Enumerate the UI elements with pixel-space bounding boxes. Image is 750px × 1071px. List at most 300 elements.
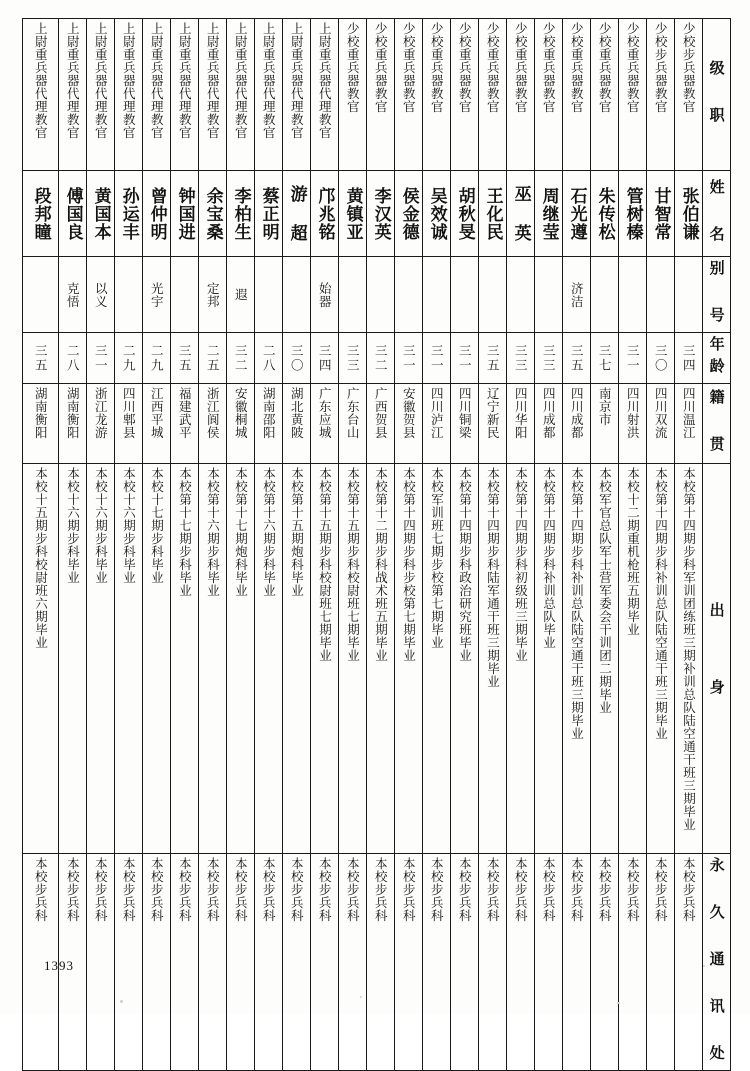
age-text: 三四 <box>681 343 697 373</box>
cell-age-9 <box>423 333 451 384</box>
cell-alias-9 <box>423 257 451 333</box>
rank-text: 少校重兵器教官 <box>625 22 641 113</box>
cell-origin-6 <box>507 384 535 464</box>
cell-address-3 <box>591 854 619 1071</box>
cell-alias-23 <box>23 257 59 333</box>
cell-name-0 <box>675 171 703 257</box>
cell-alias-0 <box>675 257 703 333</box>
rank-text: 上尉重兵器代理教官 <box>121 22 137 139</box>
age-text: 三三 <box>513 343 529 373</box>
rank-text: 少校重兵器教官 <box>373 22 389 113</box>
name-text: 蔡正明 <box>258 186 279 241</box>
cell-rank-0 <box>675 19 703 171</box>
name-text: 胡秋旻 <box>454 186 475 241</box>
cell-alias-8 <box>451 257 479 333</box>
name-text: 余宝桑 <box>202 186 223 241</box>
cell-origin-15 <box>255 384 283 464</box>
cell-name-15 <box>255 171 283 257</box>
address-text: 本校步兵科 <box>205 857 221 922</box>
column-header-rank-label: 级 职 <box>707 60 726 129</box>
origin-text: 湖南衡阳 <box>33 387 49 439</box>
age-text: 三五 <box>485 343 501 373</box>
rank-text: 上尉重兵器代理教官 <box>33 22 49 139</box>
cell-education-9 <box>423 464 451 854</box>
cell-rank-12 <box>339 19 367 171</box>
cell-alias-21 <box>87 257 115 333</box>
cell-education-6 <box>507 464 535 854</box>
name-text: 邝兆铭 <box>314 186 335 241</box>
cell-address-5 <box>535 854 563 1071</box>
origin-text: 湖北黄陂 <box>289 387 305 439</box>
rank-text: 上尉重兵器代理教官 <box>289 22 305 139</box>
cell-alias-15 <box>255 257 283 333</box>
cell-name-12 <box>339 171 367 257</box>
rank-text: 少校重兵器教官 <box>513 22 529 113</box>
age-text: 二九 <box>121 343 137 373</box>
name-text: 曾仲明 <box>146 186 167 241</box>
cell-age-12 <box>339 333 367 384</box>
cell-origin-8 <box>451 384 479 464</box>
address-text: 本校步兵科 <box>33 857 49 922</box>
cell-name-20 <box>115 171 143 257</box>
origin-text: 浙江阆侯 <box>205 387 221 439</box>
cell-age-6 <box>507 333 535 384</box>
education-text: 本校第十七期炮科毕业 <box>233 467 249 597</box>
rank-text: 少校重兵器教官 <box>597 22 613 113</box>
address-text: 本校步兵科 <box>373 857 389 922</box>
cell-age-19 <box>143 333 171 384</box>
name-text: 李汉英 <box>370 186 391 241</box>
column-header-alias <box>703 257 731 333</box>
cell-address-10 <box>395 854 423 1071</box>
cell-name-8 <box>451 171 479 257</box>
cell-origin-10 <box>395 384 423 464</box>
age-text: 三三 <box>345 343 361 373</box>
age-text: 二五 <box>205 343 221 373</box>
origin-text: 四川成都 <box>569 387 585 439</box>
origin-text: 广东台山 <box>345 387 361 439</box>
cell-origin-7 <box>479 384 507 464</box>
rank-text: 少校重兵器教官 <box>401 22 417 113</box>
age-text: 三二 <box>373 343 389 373</box>
cell-rank-11 <box>367 19 395 171</box>
origin-text: 四川郫县 <box>121 387 137 439</box>
cell-address-13 <box>311 854 339 1071</box>
origin-text: 辽宁新民 <box>485 387 501 439</box>
education-text: 本校第十七期步科毕业 <box>177 467 193 597</box>
address-text: 本校步兵科 <box>65 857 81 922</box>
cell-alias-10 <box>395 257 423 333</box>
table-row-origin <box>23 384 731 464</box>
cell-name-21 <box>87 171 115 257</box>
roster-table <box>22 18 731 1071</box>
cell-rank-21 <box>87 19 115 171</box>
cell-rank-17 <box>199 19 227 171</box>
cell-name-10 <box>395 171 423 257</box>
cell-origin-23 <box>23 384 59 464</box>
cell-age-11 <box>367 333 395 384</box>
cell-rank-8 <box>451 19 479 171</box>
address-text: 本校步兵科 <box>485 857 501 922</box>
cell-alias-3 <box>591 257 619 333</box>
address-text: 本校步兵科 <box>317 857 333 922</box>
education-text: 本校第十四期步科政治研究班毕业 <box>457 467 473 662</box>
education-text: 本校第十二期步科战术班五期毕业 <box>373 467 389 662</box>
cell-education-8 <box>451 464 479 854</box>
education-text: 本校第十四期步科初级班三期毕业 <box>513 467 529 662</box>
cell-address-0 <box>675 854 703 1071</box>
cell-address-6 <box>507 854 535 1071</box>
table-row-alias <box>23 257 731 333</box>
cell-alias-18 <box>171 257 199 333</box>
cell-name-3 <box>591 171 619 257</box>
rank-text: 上尉重兵器代理教官 <box>149 22 165 139</box>
cell-address-11 <box>367 854 395 1071</box>
cell-name-4 <box>563 171 591 257</box>
name-text: 孙运丰 <box>118 186 139 241</box>
age-text: 三〇 <box>289 343 305 373</box>
origin-text: 四川双流 <box>653 387 669 439</box>
cell-rank-1 <box>647 19 675 171</box>
cell-origin-12 <box>339 384 367 464</box>
cell-education-2 <box>619 464 647 854</box>
age-text: 二八 <box>65 343 81 373</box>
cell-address-7 <box>479 854 507 1071</box>
origin-text: 四川成都 <box>541 387 557 439</box>
cell-age-2 <box>619 333 647 384</box>
address-text: 本校步兵科 <box>513 857 529 922</box>
cell-origin-5 <box>535 384 563 464</box>
cell-alias-1 <box>647 257 675 333</box>
address-text: 本校步兵科 <box>345 857 361 922</box>
rank-text: 少校重兵器教官 <box>485 22 501 113</box>
education-text: 本校第十五期步科校尉班七期毕业 <box>345 467 361 662</box>
table-row-age <box>23 333 731 384</box>
name-text: 钟国进 <box>174 186 195 241</box>
age-text: 三二 <box>233 343 249 373</box>
cell-origin-21 <box>87 384 115 464</box>
cell-name-2 <box>619 171 647 257</box>
address-text: 本校步兵科 <box>261 857 277 922</box>
cell-origin-14 <box>283 384 311 464</box>
cell-education-19 <box>143 464 171 854</box>
cell-address-21 <box>87 854 115 1071</box>
origin-text: 南京市 <box>597 387 613 426</box>
column-header-education-label: 出 身 <box>707 601 726 716</box>
origin-text: 广西贺县 <box>373 387 389 439</box>
origin-text: 湖南衡阳 <box>65 387 81 439</box>
address-text: 本校步兵科 <box>149 857 165 922</box>
cell-address-1 <box>647 854 675 1071</box>
cell-education-4 <box>563 464 591 854</box>
cell-age-0 <box>675 333 703 384</box>
age-text: 三四 <box>317 343 333 373</box>
cell-alias-19 <box>143 257 171 333</box>
cell-age-15 <box>255 333 283 384</box>
cell-education-23 <box>23 464 59 854</box>
column-header-origin <box>703 384 731 464</box>
age-text: 三一 <box>93 343 109 373</box>
cell-name-22 <box>59 171 87 257</box>
rank-text: 少校步兵器教官 <box>681 22 697 113</box>
cell-address-17 <box>199 854 227 1071</box>
cell-age-7 <box>479 333 507 384</box>
cell-education-15 <box>255 464 283 854</box>
cell-origin-2 <box>619 384 647 464</box>
name-text: 黄镇亚 <box>342 186 363 241</box>
address-text: 本校步兵科 <box>541 857 557 922</box>
age-text: 三五 <box>177 343 193 373</box>
cell-address-20 <box>115 854 143 1071</box>
address-text: 本校步兵科 <box>569 857 585 922</box>
education-text: 本校第十六期步科毕业 <box>261 467 277 597</box>
table-row-education <box>23 464 731 854</box>
cell-address-14 <box>283 854 311 1071</box>
name-text: 傅国良 <box>62 186 83 241</box>
age-text: 三三 <box>541 343 557 373</box>
origin-text: 安徽桐城 <box>233 387 249 439</box>
cell-age-5 <box>535 333 563 384</box>
cell-alias-20 <box>115 257 143 333</box>
origin-text: 四川射洪 <box>625 387 641 439</box>
cell-name-14 <box>283 171 311 257</box>
cell-education-20 <box>115 464 143 854</box>
rank-text: 上尉重兵器代理教官 <box>261 22 277 139</box>
cell-address-4 <box>563 854 591 1071</box>
education-text: 本校军训班七期步校第七期毕业 <box>429 467 445 649</box>
cell-rank-5 <box>535 19 563 171</box>
address-text: 本校步兵科 <box>625 857 641 922</box>
rank-text: 少校重兵器教官 <box>429 22 445 113</box>
cell-origin-11 <box>367 384 395 464</box>
scan-speck <box>617 1002 620 1004</box>
address-text: 本校步兵科 <box>401 857 417 922</box>
cell-rank-2 <box>619 19 647 171</box>
education-text: 本校第十四期步科步校第七期毕业 <box>401 467 417 662</box>
address-text: 本校步兵科 <box>177 857 193 922</box>
page-number: 1393 <box>44 958 74 973</box>
name-text: 李柏生 <box>230 186 251 241</box>
address-text: 本校步兵科 <box>233 857 249 922</box>
name-text: 管树榛 <box>622 186 643 241</box>
table-row-rank <box>23 19 731 171</box>
column-header-age <box>703 333 731 384</box>
alias-text: 济洁 <box>569 281 585 308</box>
cell-alias-7 <box>479 257 507 333</box>
rank-text: 上尉重兵器代理教官 <box>233 22 249 139</box>
cell-rank-10 <box>395 19 423 171</box>
cell-origin-16 <box>227 384 255 464</box>
name-text: 甘智常 <box>650 186 671 241</box>
cell-address-9 <box>423 854 451 1071</box>
rank-text: 上尉重兵器代理教官 <box>177 22 193 139</box>
cell-alias-17 <box>199 257 227 333</box>
cell-rank-22 <box>59 19 87 171</box>
rank-text: 少校重兵器教官 <box>541 22 557 113</box>
education-text: 本校军官总队军士营军委会干训团二期毕业 <box>597 467 613 714</box>
cell-address-12 <box>339 854 367 1071</box>
cell-address-15 <box>255 854 283 1071</box>
address-text: 本校步兵科 <box>681 857 697 922</box>
cell-origin-9 <box>423 384 451 464</box>
table-row-address <box>23 854 731 1071</box>
cell-rank-13 <box>311 19 339 171</box>
address-text: 本校步兵科 <box>653 857 669 922</box>
education-text: 本校十六期步科毕业 <box>65 467 81 584</box>
rank-text: 上尉重兵器代理教官 <box>65 22 81 139</box>
cell-education-3 <box>591 464 619 854</box>
rank-text: 上尉重兵器代理教官 <box>205 22 221 139</box>
column-header-rank <box>703 19 731 171</box>
cell-name-13 <box>311 171 339 257</box>
cell-name-18 <box>171 171 199 257</box>
cell-rank-7 <box>479 19 507 171</box>
cell-address-19 <box>143 854 171 1071</box>
origin-text: 四川华阳 <box>513 387 529 439</box>
rank-text: 少校重兵器教官 <box>345 22 361 113</box>
alias-text: 定邦 <box>205 281 221 308</box>
column-header-origin-label: 籍 贯 <box>707 389 726 458</box>
cell-address-2 <box>619 854 647 1071</box>
cell-name-6 <box>507 171 535 257</box>
cell-name-9 <box>423 171 451 257</box>
alias-text: 遐 <box>233 288 249 301</box>
cell-name-23 <box>23 171 59 257</box>
cell-alias-11 <box>367 257 395 333</box>
age-text: 三〇 <box>653 343 669 373</box>
education-text: 本校第十四期步科补训总队陆空通干班三期毕业 <box>569 467 585 740</box>
name-text: 石光遵 <box>566 186 587 241</box>
age-text: 三一 <box>457 343 473 373</box>
cell-origin-17 <box>199 384 227 464</box>
cell-address-16 <box>227 854 255 1071</box>
cell-alias-12 <box>339 257 367 333</box>
cell-alias-16 <box>227 257 255 333</box>
cell-age-20 <box>115 333 143 384</box>
age-text: 三七 <box>597 343 613 373</box>
cell-origin-13 <box>311 384 339 464</box>
cell-alias-22 <box>59 257 87 333</box>
education-text: 本校第十四期步科补训总队陆空通干班三期毕业 <box>653 467 669 740</box>
cell-origin-18 <box>171 384 199 464</box>
education-text: 本校十五期步科校尉班六期毕业 <box>33 467 49 649</box>
cell-alias-5 <box>535 257 563 333</box>
education-text: 本校第十四期步科军训团练班三期补训总队陆空通干班三期毕业 <box>681 467 697 831</box>
address-text: 本校步兵科 <box>289 857 305 922</box>
rank-text: 少校步兵器教官 <box>653 22 669 113</box>
name-text: 周继莹 <box>538 186 559 241</box>
column-header-address-label: 永 久 通 讯 处 <box>707 857 726 1067</box>
origin-text: 福建武平 <box>177 387 193 439</box>
cell-name-11 <box>367 171 395 257</box>
alias-text: 克悟 <box>65 281 81 308</box>
origin-text: 四川温江 <box>681 387 697 439</box>
age-text: 二八 <box>261 343 277 373</box>
cell-origin-3 <box>591 384 619 464</box>
cell-education-5 <box>535 464 563 854</box>
cell-rank-3 <box>591 19 619 171</box>
scan-speck <box>120 1000 123 1003</box>
cell-origin-4 <box>563 384 591 464</box>
cell-origin-1 <box>647 384 675 464</box>
cell-age-14 <box>283 333 311 384</box>
cell-rank-18 <box>171 19 199 171</box>
cell-name-7 <box>479 171 507 257</box>
cell-rank-14 <box>283 19 311 171</box>
origin-text: 湖南邵阳 <box>261 387 277 439</box>
cell-rank-19 <box>143 19 171 171</box>
column-header-alias-label: 别 号 <box>707 260 726 329</box>
education-text: 本校第十四期步科陆军通干班三期毕业 <box>485 467 501 688</box>
cell-alias-14 <box>283 257 311 333</box>
cell-rank-6 <box>507 19 535 171</box>
age-text: 三一 <box>625 343 641 373</box>
cell-origin-19 <box>143 384 171 464</box>
address-text: 本校步兵科 <box>457 857 473 922</box>
name-text: 黄国本 <box>90 186 111 241</box>
cell-age-4 <box>563 333 591 384</box>
cell-rank-20 <box>115 19 143 171</box>
cell-origin-22 <box>59 384 87 464</box>
name-text: 段邦瞳 <box>30 186 51 241</box>
column-header-education <box>703 464 731 854</box>
name-text: 侯金德 <box>398 186 419 241</box>
cell-education-12 <box>339 464 367 854</box>
cell-education-0 <box>675 464 703 854</box>
cell-age-3 <box>591 333 619 384</box>
cell-rank-4 <box>563 19 591 171</box>
origin-text: 四川铜梁 <box>457 387 473 439</box>
education-text: 本校第十五期炮科毕业 <box>289 467 305 597</box>
column-header-name-label: 姓 名 <box>707 179 726 248</box>
cell-name-17 <box>199 171 227 257</box>
age-text: 二九 <box>149 343 165 373</box>
cell-origin-0 <box>675 384 703 464</box>
cell-rank-16 <box>227 19 255 171</box>
origin-text: 江西平城 <box>149 387 165 439</box>
origin-text: 四川泸江 <box>429 387 445 439</box>
cell-education-22 <box>59 464 87 854</box>
column-header-name <box>703 171 731 257</box>
cell-address-8 <box>451 854 479 1071</box>
cell-age-18 <box>171 333 199 384</box>
cell-alias-2 <box>619 257 647 333</box>
cell-age-21 <box>87 333 115 384</box>
cell-education-14 <box>283 464 311 854</box>
origin-text: 安徽贺县 <box>401 387 417 439</box>
rank-text: 少校重兵器教官 <box>569 22 585 113</box>
rank-text: 上尉重兵器代理教官 <box>93 22 109 139</box>
cell-origin-20 <box>115 384 143 464</box>
cell-age-8 <box>451 333 479 384</box>
age-text: 三一 <box>429 343 445 373</box>
name-text: 巫 英 <box>510 185 531 242</box>
cell-name-1 <box>647 171 675 257</box>
alias-text: 以义 <box>93 281 109 308</box>
education-text: 本校第十六期步科毕业 <box>205 467 221 597</box>
age-text: 三五 <box>33 343 49 373</box>
name-text: 朱传松 <box>594 186 615 241</box>
cell-age-23 <box>23 333 59 384</box>
education-text: 本校十六期步科毕业 <box>121 467 137 584</box>
cell-rank-23 <box>23 19 59 171</box>
name-text: 游 超 <box>286 185 307 242</box>
cell-name-16 <box>227 171 255 257</box>
cell-address-18 <box>171 854 199 1071</box>
cell-age-16 <box>227 333 255 384</box>
cell-rank-9 <box>423 19 451 171</box>
cell-education-1 <box>647 464 675 854</box>
